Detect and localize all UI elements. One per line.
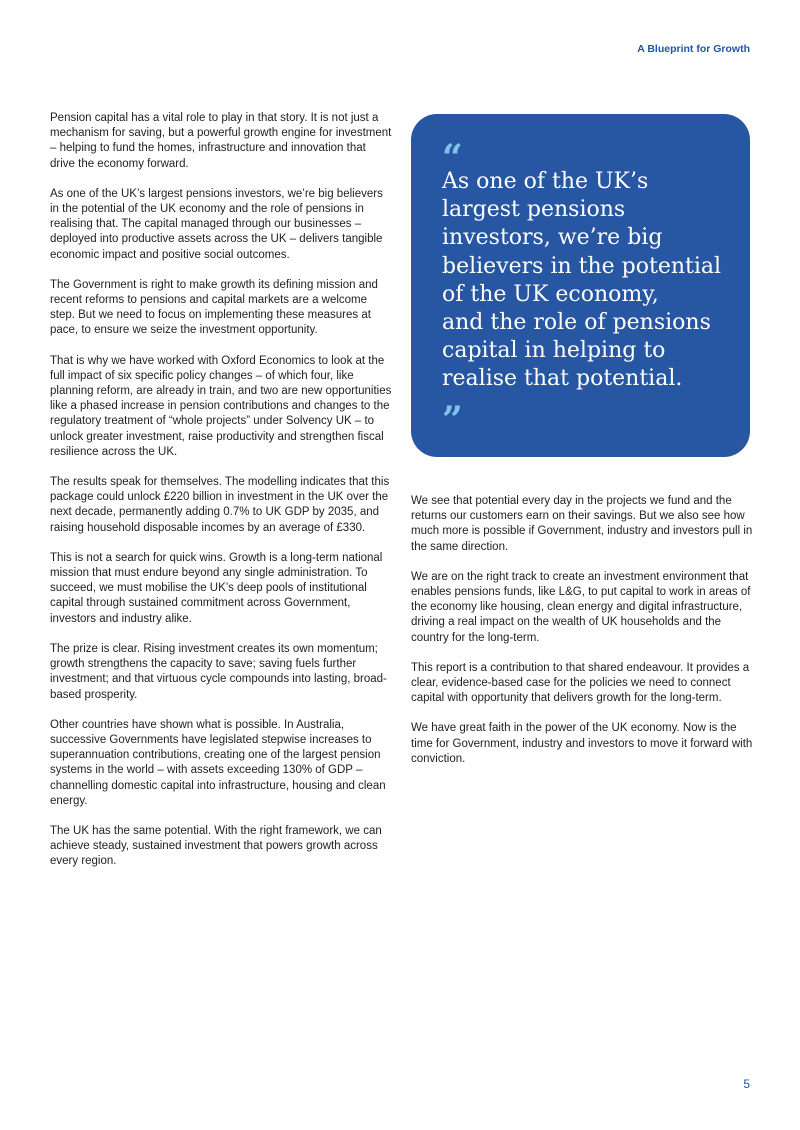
body-paragraph: This is not a search for quick wins. Growth is a long-term national mission that must endure beyond any single administration. To succeed, we must mobilise the UK’s deep pools of institutional capital through sustained commitment across Government, investors and industry alike. [50,551,383,625]
body-paragraph: As one of the UK’s largest pensions investors, we’re big believers in the potential of the UK economy and the role of pensions in realising that. The capital managed through our businesses – deployed into productive assets across the UK – delivers tangible economic impact and positive social outcomes. [50,187,383,261]
close-quote-icon: ” [442,398,463,441]
body-paragraph: Pension capital has a vital role to play in that story. It is not just a mechanism for saving, but a powerful growth engine for investment – helping to fund the homes, infrastructure and innovation that drive the economy forward. [50,112,392,170]
running-header-title: A Blueprint for Growth [637,43,750,55]
pull-quote-text: As one of the UK’s largest pensions investors, we’re big believers in the potential of the UK economy, and the role of pensions capital in helping to realise that potential. [442,169,722,392]
body-paragraph: We have great faith in the power of the UK economy. Now is the time for Government, industry and investors to move it forward with conviction. [411,722,753,765]
body-paragraph: We are on the right track to create an investment environment that enables pensions funds, like L&G, to put capital to work in areas of the economy like housing, clean energy and digital infrastructure, driving a real impact on the wealth of UK households and the country for the long-term. [411,570,751,644]
right-text-column [411,494,753,782]
pull-quote-box [411,114,750,457]
body-paragraph: The Government is right to make growth its defining mission and recent reforms to pensions and capital markets are a welcome step. But we need to focus on implementing these measures at pace, to ensure we seize the investment opportunity. [50,278,378,337]
body-paragraph: That is why we have worked with Oxford Economics to look at the full impact of six specific policy changes – of which four, like planning reform, are already in train, and two are new opportunities like a phased increase in pension contributions and changes to the regulatory treatment of “whole projects” under Solvency UK – to unlock greater investment, raise productivity and strengthen fiscal resilience across the UK. [50,354,392,458]
body-paragraph: This report is a contribution to that shared endeavour. It provides a clear, evidence-based case for the policies we need to connect capital with opportunity that delivers growth for the long-term. [411,661,750,705]
open-quote-icon: “ [442,137,463,179]
left-text-column [50,111,392,885]
body-paragraph: Other countries have shown what is possible. In Australia, successive Governments have legislated stepwise increases to superannuation contributions, creating one of the largest pension systems in the world – with assets exceeding 130% of GDP – channelling domestic capital into infrastructure, housing and clean energy. [50,718,386,807]
body-paragraph: The prize is clear. Rising investment creates its own momentum; growth strengthens the capacity to save; saving fuels further investment; and that virtuous cycle compounds into lasting, broad-based prosperity. [50,642,387,701]
body-paragraph: The results speak for themselves. The modelling indicates that this package could unlock £220 billion in investment in the UK over the next decade, permanently adding 0.7% to UK GDP by 2035, and raising household disposable incomes by an average of £330. [50,476,390,534]
body-paragraph: We see that potential every day in the projects we fund and the returns our customers earn on their savings. But we also see how much more is possible if Government, industry and investors pull in the same direction. [411,495,753,553]
page-number: 5 [743,1077,750,1091]
body-paragraph: The UK has the same potential. With the right framework, we can achieve steady, sustained investment that powers growth across every region. [50,824,382,868]
